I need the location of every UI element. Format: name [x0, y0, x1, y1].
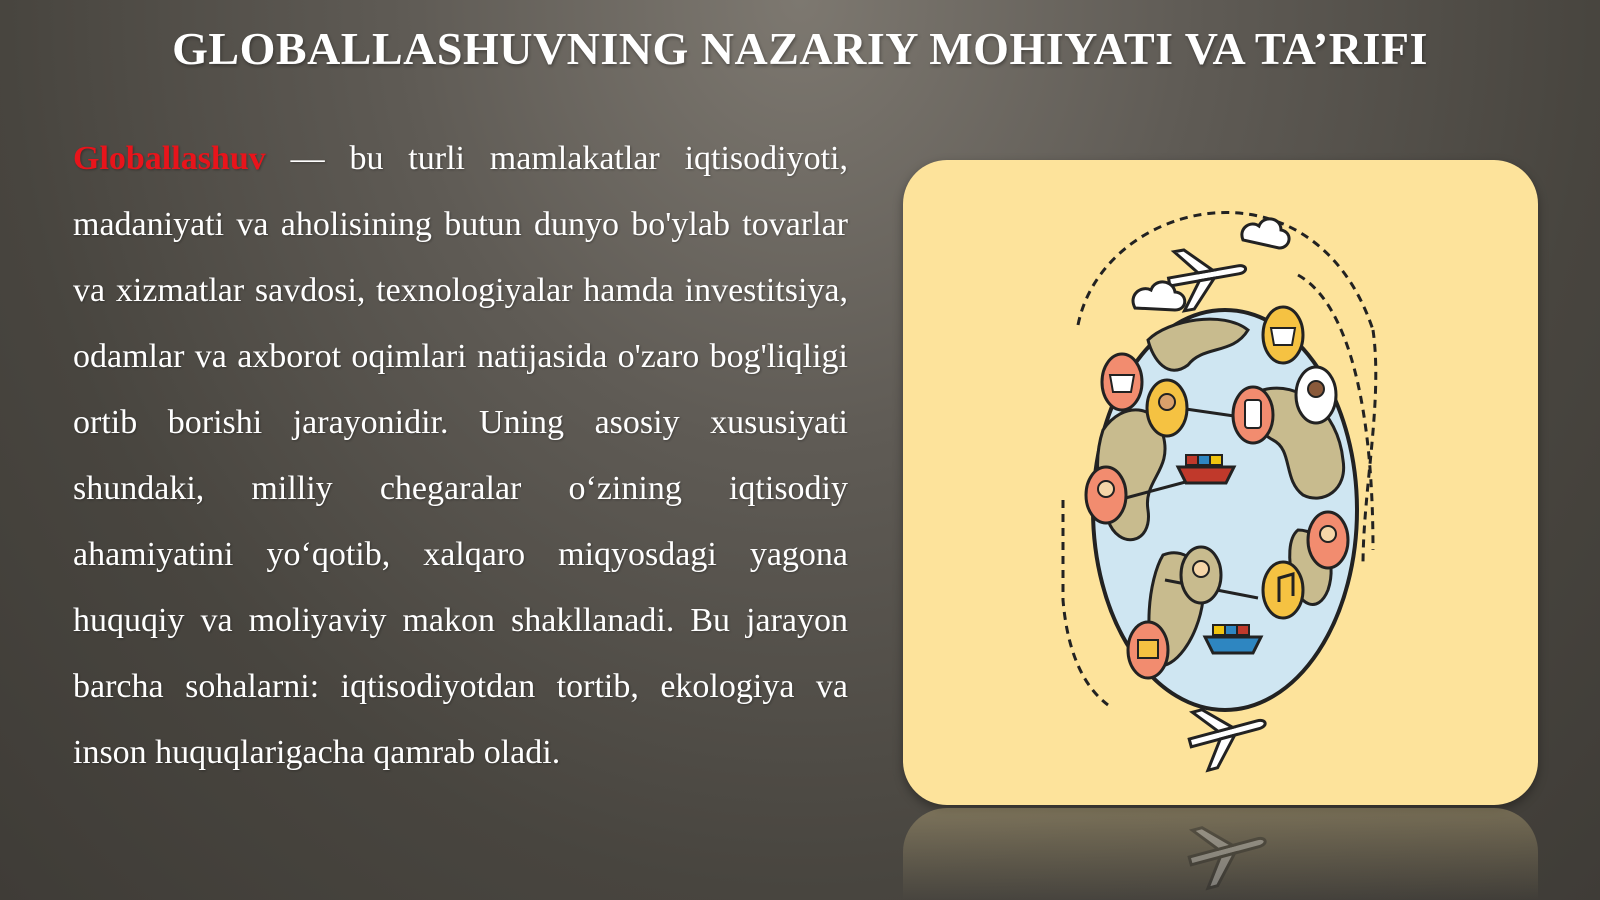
shopping-basket-icon — [1102, 354, 1142, 410]
music-note-icon — [1263, 562, 1303, 618]
definition-text: — bu turli mamlakatlar iqtisodiyoti, madaniyati va aholisining butun dunyo bo'ylab tovarlar va xizmatlar savdosi, texnologiyalar hamda investitsiya, odamlar va axborot oqimlari natijasida o'zaro bog'liqligi ortib borishi jarayonidir. Uning asosiy xususiyati shundaki, milliy chegaralar o‘zining iqtisodiy ahamiyatini yo‘qotib, xalqaro miqyosdagi yagona huquqiy va moliyaviy makon shakllanadi. Bu jarayon barcha sohalarni: iqtisodiyotdan tortib, ekologiya va inson huquqlarigacha qamrab oladi. — [73, 140, 848, 771]
slide-title: GLOBALLASHUVNING NAZARIY MOHIYATI VA TA’RIFI — [172, 23, 1428, 74]
person-avatar-icon — [1308, 512, 1348, 568]
card-reflection — [903, 808, 1538, 900]
map-pin-icon — [1128, 622, 1168, 678]
person-avatar-icon — [1086, 467, 1126, 523]
definition-paragraph — [73, 126, 848, 786]
shopping-basket-icon — [1263, 307, 1303, 363]
globalization-illustration — [903, 160, 1538, 805]
person-avatar-icon — [1296, 367, 1336, 423]
term-highlight: Globallashuv — [73, 140, 266, 177]
phone-icon — [1233, 387, 1273, 443]
airplane-icon — [1183, 813, 1273, 891]
person-avatar-icon — [1147, 380, 1187, 436]
person-avatar-icon — [1181, 547, 1221, 603]
